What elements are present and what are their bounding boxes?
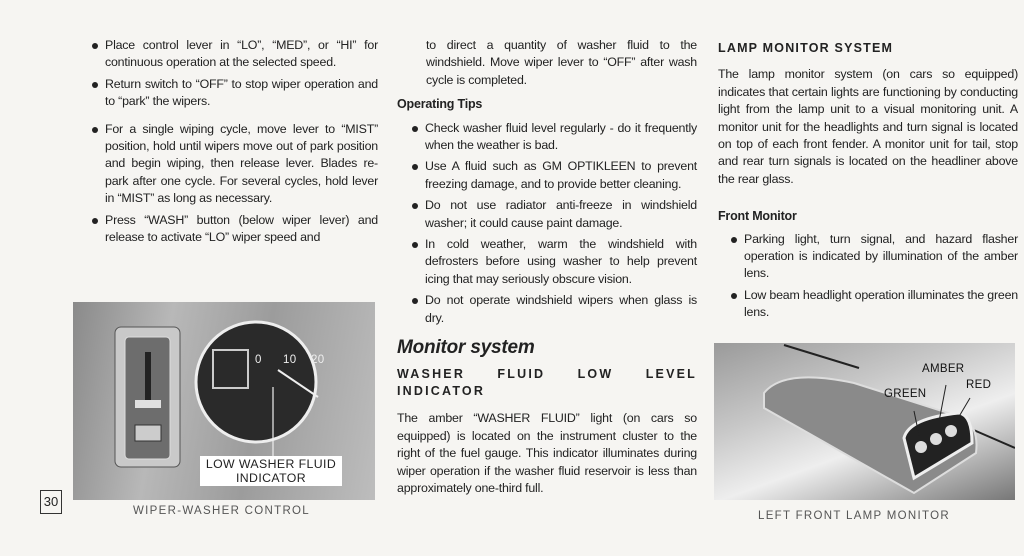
list-item: Do not operate windshield wipers when glass is dry.: [411, 292, 697, 327]
wash-continuation-text: to direct a quantity of washer fluid to the windshield. Move wiper lever to “OFF” after wash cycle is completed.: [426, 38, 697, 87]
green-lens: [915, 441, 927, 453]
list-item: Return switch to “OFF” to stop wiper operation and to “park” the wipers.: [91, 76, 378, 111]
page-number: 30: [40, 490, 62, 514]
gauge-tick-0: 0: [255, 354, 262, 366]
monitor-system-title: Monitor system: [397, 337, 535, 359]
red-lens: [945, 425, 957, 437]
gauge-tick-10: 10: [283, 354, 297, 366]
front-monitor-heading: Front Monitor: [718, 209, 797, 224]
amber-lens: [930, 433, 942, 445]
list-item: Press “WASH” button (below wiper lever) and release to activate “LO” wiper speed and: [91, 212, 378, 247]
operating-tips-heading: Operating Tips: [397, 97, 483, 112]
lamp-monitor-photo: [714, 343, 1015, 500]
list-item: For a single wiping cycle, move lever to “MIST” position, hold until wipers move out of park position and begin wiping, then release lever. Blades re-park after one cycle. For several cycles, hold lever in “MIST” as long as necessary.: [91, 121, 378, 208]
list-item: Place control lever in “LO”, “MED”, or “HI” for continuous operation at the selected speed.: [91, 37, 378, 72]
right-column: [718, 40, 1018, 326]
list-item: Check washer fluid level regularly - do it frequently when the weather is bad.: [411, 120, 697, 155]
operating-tips-list: [397, 120, 697, 327]
lamp-monitor-text: The lamp monitor system (on cars so equipped) indicates that certain lights are functioning by conducting light from the lamp unit to a visual monitoring unit. A monitor unit for the headlights and turn signal is located on top of each front fender. A monitor unit for tail, stop and rear turn signals is located on the headliner above the rear glass.: [718, 67, 1018, 186]
wash-button: [135, 425, 161, 441]
low-washer-fluid-callout: LOW WASHER FLUID INDICATOR: [200, 456, 342, 486]
washer-fluid-indicator-heading: WASHER FLUID LOW LEVEL INDICATOR: [397, 366, 697, 398]
amber-label: AMBER: [922, 363, 965, 375]
list-item: In cold weather, warm the windshield with defrosters before using washer to help prevent icing that may seriously obscure vision.: [411, 236, 697, 288]
washer-fluid-indicator-text: The amber “WASHER FLUID” light (on cars so equipped) is located on the instrument cluster to the right of the fuel gauge. This indicator illuminates during wiper operation if the washer fluid reservoir is less than approximately one-third full.: [397, 411, 697, 495]
wiper-washer-caption: WIPER-WASHER CONTROL: [133, 505, 310, 517]
left-column: [91, 37, 378, 250]
list-item: Low beam headlight operation illuminates the green lens.: [730, 287, 1018, 322]
wiper-washer-photo: [73, 302, 375, 500]
lamp-monitor-caption: LEFT FRONT LAMP MONITOR: [758, 510, 950, 522]
list-item: Use A fluid such as GM OPTIKLEEN to prevent freezing damage, and to provide better cleaning.: [411, 158, 697, 193]
front-monitor-list: [718, 231, 1018, 322]
gauge-tick-20: 20: [311, 354, 325, 366]
lamp-monitor-illustration: [714, 343, 1015, 500]
list-item: Parking light, turn signal, and hazard flasher operation is indicated by illumination of the amber lens.: [730, 231, 1018, 283]
green-label: GREEN: [884, 388, 927, 400]
wiper-lever: [135, 400, 161, 408]
middle-column: [397, 37, 697, 497]
list-item: Do not use radiator anti-freeze in windshield washer; it could cause paint damage.: [411, 197, 697, 232]
hood-edge-line: [784, 345, 859, 368]
wiper-instructions-list: [91, 37, 378, 246]
lever-track: [145, 352, 151, 407]
lamp-monitor-heading: LAMP MONITOR SYSTEM: [718, 41, 894, 55]
red-label: RED: [966, 379, 992, 391]
